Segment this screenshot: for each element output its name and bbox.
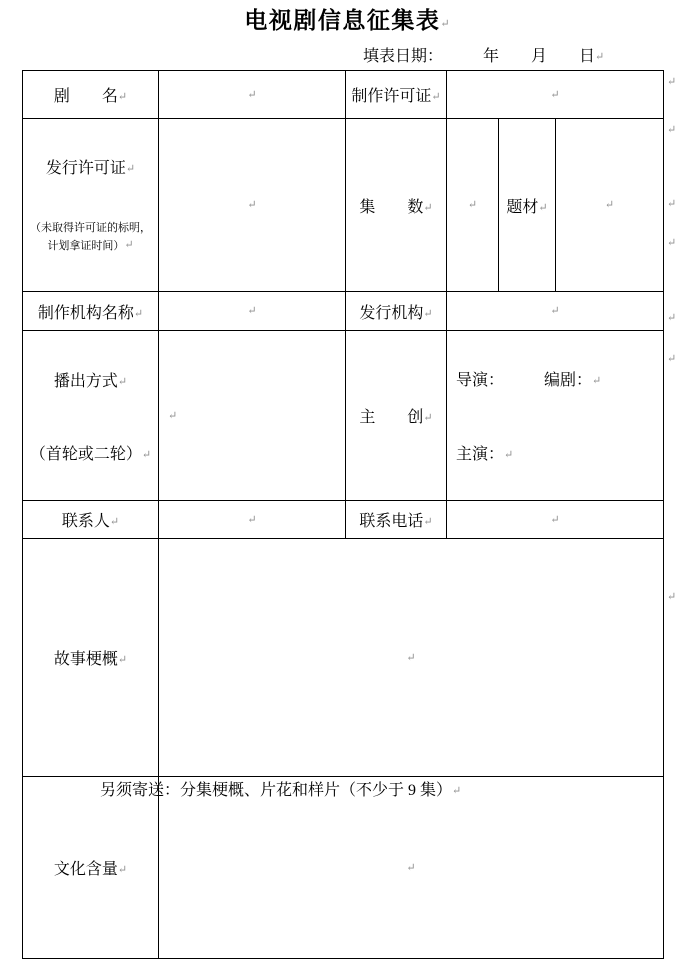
paragraph-mark-icon: ↵ — [595, 51, 605, 63]
cultural-content-value-cell[interactable] — [159, 777, 664, 959]
paragraph-mark-icon: ↵ — [406, 651, 416, 664]
production-permit-label: 制作许可证 — [351, 88, 432, 105]
genre-value-cell[interactable] — [556, 119, 664, 292]
drama-title-value-cell[interactable] — [159, 71, 346, 119]
row-end-mark-icon: ↵ — [667, 237, 677, 249]
contact-phone-value-cell[interactable] — [447, 501, 664, 539]
paragraph-mark-icon: ↵ — [550, 88, 560, 101]
info-form-table — [22, 70, 664, 959]
paragraph-mark-icon: ↵ — [604, 199, 615, 212]
row-end-mark-icon: ↵ — [667, 198, 677, 210]
footer-note-text: 另须寄送：分集梗概、片花和样片（不少于 9 集） — [100, 782, 453, 799]
page-title — [0, 2, 694, 35]
fill-date-line — [363, 43, 604, 66]
main-creators-label: 主 创 — [359, 409, 424, 427]
distribution-org-label-cell — [346, 292, 447, 331]
paragraph-mark-icon: ↵ — [440, 18, 450, 30]
broadcast-mode-label-line2: （首轮或二轮）↵ — [29, 445, 152, 463]
director-writer-line: 导演： 编剧：↵ — [456, 372, 602, 390]
episode-count-value-cell[interactable] — [447, 119, 499, 292]
episode-count-label: 集 数 — [359, 198, 424, 216]
production-org-value-cell[interactable] — [159, 292, 346, 331]
paragraph-mark-icon: ↵ — [141, 448, 152, 461]
distribution-permit-value-cell[interactable] — [159, 119, 346, 292]
contact-person-value-cell[interactable] — [159, 501, 346, 539]
paragraph-mark-icon: ↵ — [406, 861, 416, 874]
table-row — [23, 331, 664, 501]
distribution-permit-label-cell — [23, 119, 159, 292]
distribution-permit-label: 发行许可证↵ — [45, 160, 136, 177]
table-row — [23, 119, 664, 292]
paragraph-mark-icon: ↵ — [550, 305, 560, 318]
broadcast-mode-value-cell[interactable] — [159, 331, 346, 501]
cultural-content-label-cell — [23, 777, 159, 959]
paragraph-mark-icon: ↵ — [431, 91, 441, 103]
paragraph-mark-icon: ↵ — [467, 199, 478, 212]
production-permit-value-cell[interactable] — [447, 71, 664, 119]
table-row — [23, 777, 664, 959]
table-row — [23, 71, 664, 119]
paragraph-mark-icon: ↵ — [117, 375, 128, 388]
drama-title-label: 剧 名 — [53, 88, 118, 105]
production-org-label: 制作机构名称 — [37, 304, 134, 322]
row-end-mark-icon: ↵ — [667, 353, 677, 365]
paragraph-mark-icon: ↵ — [423, 307, 433, 320]
episode-count-label-cell — [346, 119, 447, 292]
row-end-mark-icon: ↵ — [667, 591, 677, 603]
production-permit-label-cell — [346, 71, 447, 119]
paragraph-mark-icon: ↵ — [423, 516, 433, 529]
contact-person-label-cell — [23, 501, 159, 539]
paragraph-mark-icon: ↵ — [117, 91, 128, 103]
production-org-label-cell — [23, 292, 159, 331]
contact-phone-label-cell — [346, 501, 447, 539]
cultural-content-label: 文化含量 — [53, 861, 118, 879]
table-row — [23, 292, 664, 331]
broadcast-mode-label-cell — [23, 331, 159, 501]
distribution-org-value-cell[interactable] — [447, 292, 664, 331]
paragraph-mark-icon: ↵ — [504, 449, 514, 462]
paragraph-mark-icon: ↵ — [550, 513, 560, 526]
paragraph-mark-icon: ↵ — [117, 654, 128, 667]
paragraph-mark-icon: ↵ — [133, 307, 144, 320]
paragraph-mark-icon: ↵ — [124, 239, 134, 252]
paragraph-mark-icon: ↵ — [117, 864, 128, 877]
paragraph-mark-icon: ↵ — [592, 375, 602, 388]
table-row — [23, 501, 664, 539]
footer-note — [100, 777, 461, 800]
story-synopsis-value-cell[interactable] — [159, 539, 664, 777]
genre-label: 题材 — [506, 198, 539, 216]
story-synopsis-label: 故事梗概 — [53, 651, 118, 669]
genre-label-cell — [499, 119, 556, 292]
paragraph-mark-icon: ↵ — [423, 412, 433, 425]
distribution-permit-note: （未取得许可证的标明， 计划拿证时间）↵ — [30, 222, 151, 253]
paragraph-mark-icon: ↵ — [168, 409, 178, 422]
paragraph-mark-icon: ↵ — [247, 88, 257, 101]
paragraph-mark-icon: ↵ — [125, 163, 136, 175]
paragraph-mark-icon: ↵ — [247, 305, 257, 318]
fill-date-text: 填表日期： 年 月 日 — [363, 48, 596, 65]
paragraph-mark-icon: ↵ — [423, 201, 433, 214]
row-end-mark-icon: ↵ — [667, 312, 677, 324]
main-creators-value-cell[interactable] — [447, 331, 664, 501]
paragraph-mark-icon: ↵ — [538, 201, 548, 214]
main-creators-label-cell — [346, 331, 447, 501]
paragraph-mark-icon: ↵ — [109, 516, 120, 529]
paragraph-mark-icon: ↵ — [247, 199, 257, 212]
distribution-org-label: 发行机构 — [359, 304, 424, 322]
contact-person-label: 联系人 — [61, 513, 110, 531]
paragraph-mark-icon: ↵ — [452, 785, 462, 797]
story-synopsis-label-cell — [23, 539, 159, 777]
contact-phone-label: 联系电话 — [359, 513, 424, 531]
row-end-mark-icon: ↵ — [667, 124, 677, 136]
paragraph-mark-icon: ↵ — [247, 513, 257, 526]
lead-actors-line: 主演：↵ — [456, 446, 514, 464]
page-title-text: 电视剧信息征集表 — [244, 8, 441, 33]
table-row — [23, 539, 664, 777]
broadcast-mode-label-line1: 播出方式↵ — [53, 372, 128, 390]
row-end-mark-icon: ↵ — [667, 76, 677, 88]
drama-title-label-cell — [23, 71, 159, 119]
